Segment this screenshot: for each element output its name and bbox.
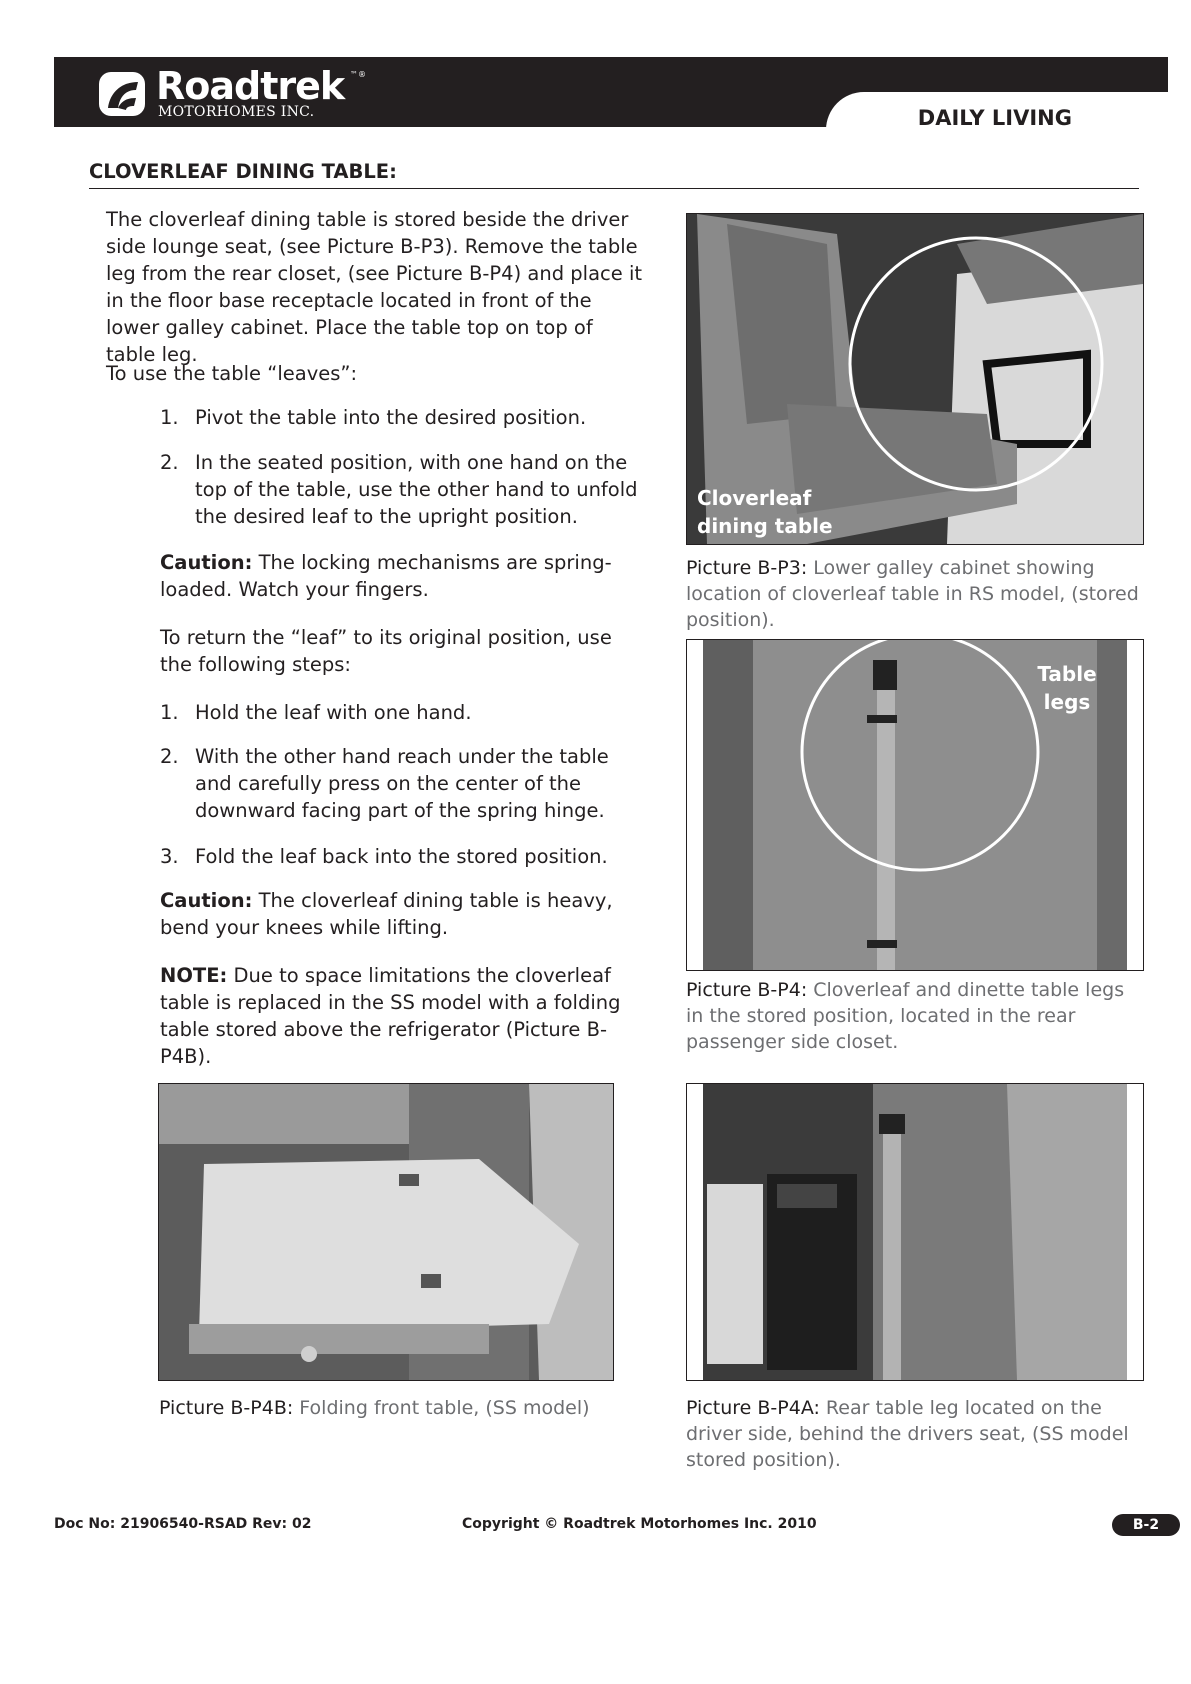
page-number-badge: B-2 <box>1112 1514 1180 1536</box>
caution-label: Caution: <box>160 889 253 912</box>
caption-b-p4b <box>159 1395 619 1421</box>
roadtrek-logo-icon <box>96 68 148 120</box>
list-number: 1. <box>160 701 179 724</box>
logo-subtitle: MOTORHOMES INC. <box>158 104 315 120</box>
list-text: Fold the leaf back into the stored position. <box>195 845 608 868</box>
note-text: Due to space limitations the cloverleaf table is replaced in the SS model with a folding table stored above the refrigerator (Picture B-P4B). <box>160 964 621 1068</box>
list-item <box>160 404 640 431</box>
heading-rule <box>89 188 1139 189</box>
photo-b-p4 <box>686 639 1144 971</box>
caption-b-p4 <box>686 977 1146 1055</box>
section-title: DAILY LIVING <box>917 106 1072 130</box>
photo-b-p4a <box>686 1083 1144 1381</box>
overlay-label: Cloverleaf dining table <box>697 486 833 538</box>
list-item <box>160 699 640 726</box>
caption-label: Picture B-P4: <box>686 979 808 1001</box>
overlay-label: Table legs <box>1037 662 1097 714</box>
intro-paragraph: The cloverleaf dining table is stored beside the driver side lounge seat, (see Picture B-P3). Remove the table leg from the rear closet, (see Picture B-P4) and place it in the floor base receptacle located in front of the lower galley cabinet. Place the table top on top of table leg. <box>106 208 643 366</box>
footer-doc-number: Doc No: 21906540-RSAD Rev: 02 <box>54 1516 312 1532</box>
caption-label: Picture B-P3: <box>686 557 808 579</box>
return-intro: To return the “leaf” to its original position, use the following steps: <box>160 626 612 676</box>
photo-b-p4b <box>158 1083 614 1381</box>
caption-text: Cloverleaf and dinette table legs in the stored position, located in the rear passenger side closet. <box>686 979 1125 1053</box>
caption-text: Folding front table, (SS model) <box>293 1397 590 1419</box>
roadtrek-logo <box>96 62 376 122</box>
list-text: Pivot the table into the desired position. <box>195 406 587 429</box>
caution-heavy <box>160 887 640 941</box>
caution-text: The cloverleaf dining table is heavy, bend your knees while lifting. <box>160 889 613 939</box>
list-text: Hold the leaf with one hand. <box>195 701 472 724</box>
caption-label: Picture B-P4B: <box>159 1397 294 1419</box>
photo-b-p3 <box>686 213 1144 545</box>
list-item <box>160 843 640 870</box>
caption-label: Picture B-P4A: <box>686 1397 820 1419</box>
list-number: 1. <box>160 406 179 429</box>
caption-text: Lower galley cabinet showing location of cloverleaf table in RS model, (stored position). <box>686 557 1139 631</box>
caption-text: Rear table leg located on the driver side, behind the drivers seat, (SS model stored position). <box>686 1397 1129 1471</box>
caution-text: The locking mechanisms are spring-loaded. Watch your fingers. <box>160 551 612 601</box>
footer-copyright: Copyright © Roadtrek Motorhomes Inc. 2010 <box>462 1516 817 1532</box>
logo-wordmark: Roadtrek <box>156 64 345 108</box>
caution-locking <box>160 549 650 603</box>
list-item <box>160 743 640 824</box>
caption-b-p4a <box>686 1395 1146 1473</box>
note-label: NOTE: <box>160 964 228 987</box>
list-number: 3. <box>160 845 179 868</box>
list-text: With the other hand reach under the table and carefully press on the center of the downward facing part of the spring hinge. <box>195 745 609 822</box>
photo-b-p4b-image <box>159 1084 613 1380</box>
note-paragraph <box>160 962 640 1070</box>
leaves-intro: To use the table “leaves”: <box>106 362 358 385</box>
logo-trademark: ™® <box>350 70 366 79</box>
photo-b-p4a-image <box>687 1084 1143 1380</box>
caption-b-p3 <box>686 555 1146 633</box>
page-heading: CLOVERLEAF DINING TABLE: <box>89 160 397 183</box>
list-item <box>160 449 640 530</box>
caution-label: Caution: <box>160 551 253 574</box>
list-text: In the seated position, with one hand on the top of the table, use the other hand to unfold the desired leaf to the upright position. <box>195 451 638 528</box>
list-number: 2. <box>160 451 179 474</box>
list-number: 2. <box>160 745 179 768</box>
